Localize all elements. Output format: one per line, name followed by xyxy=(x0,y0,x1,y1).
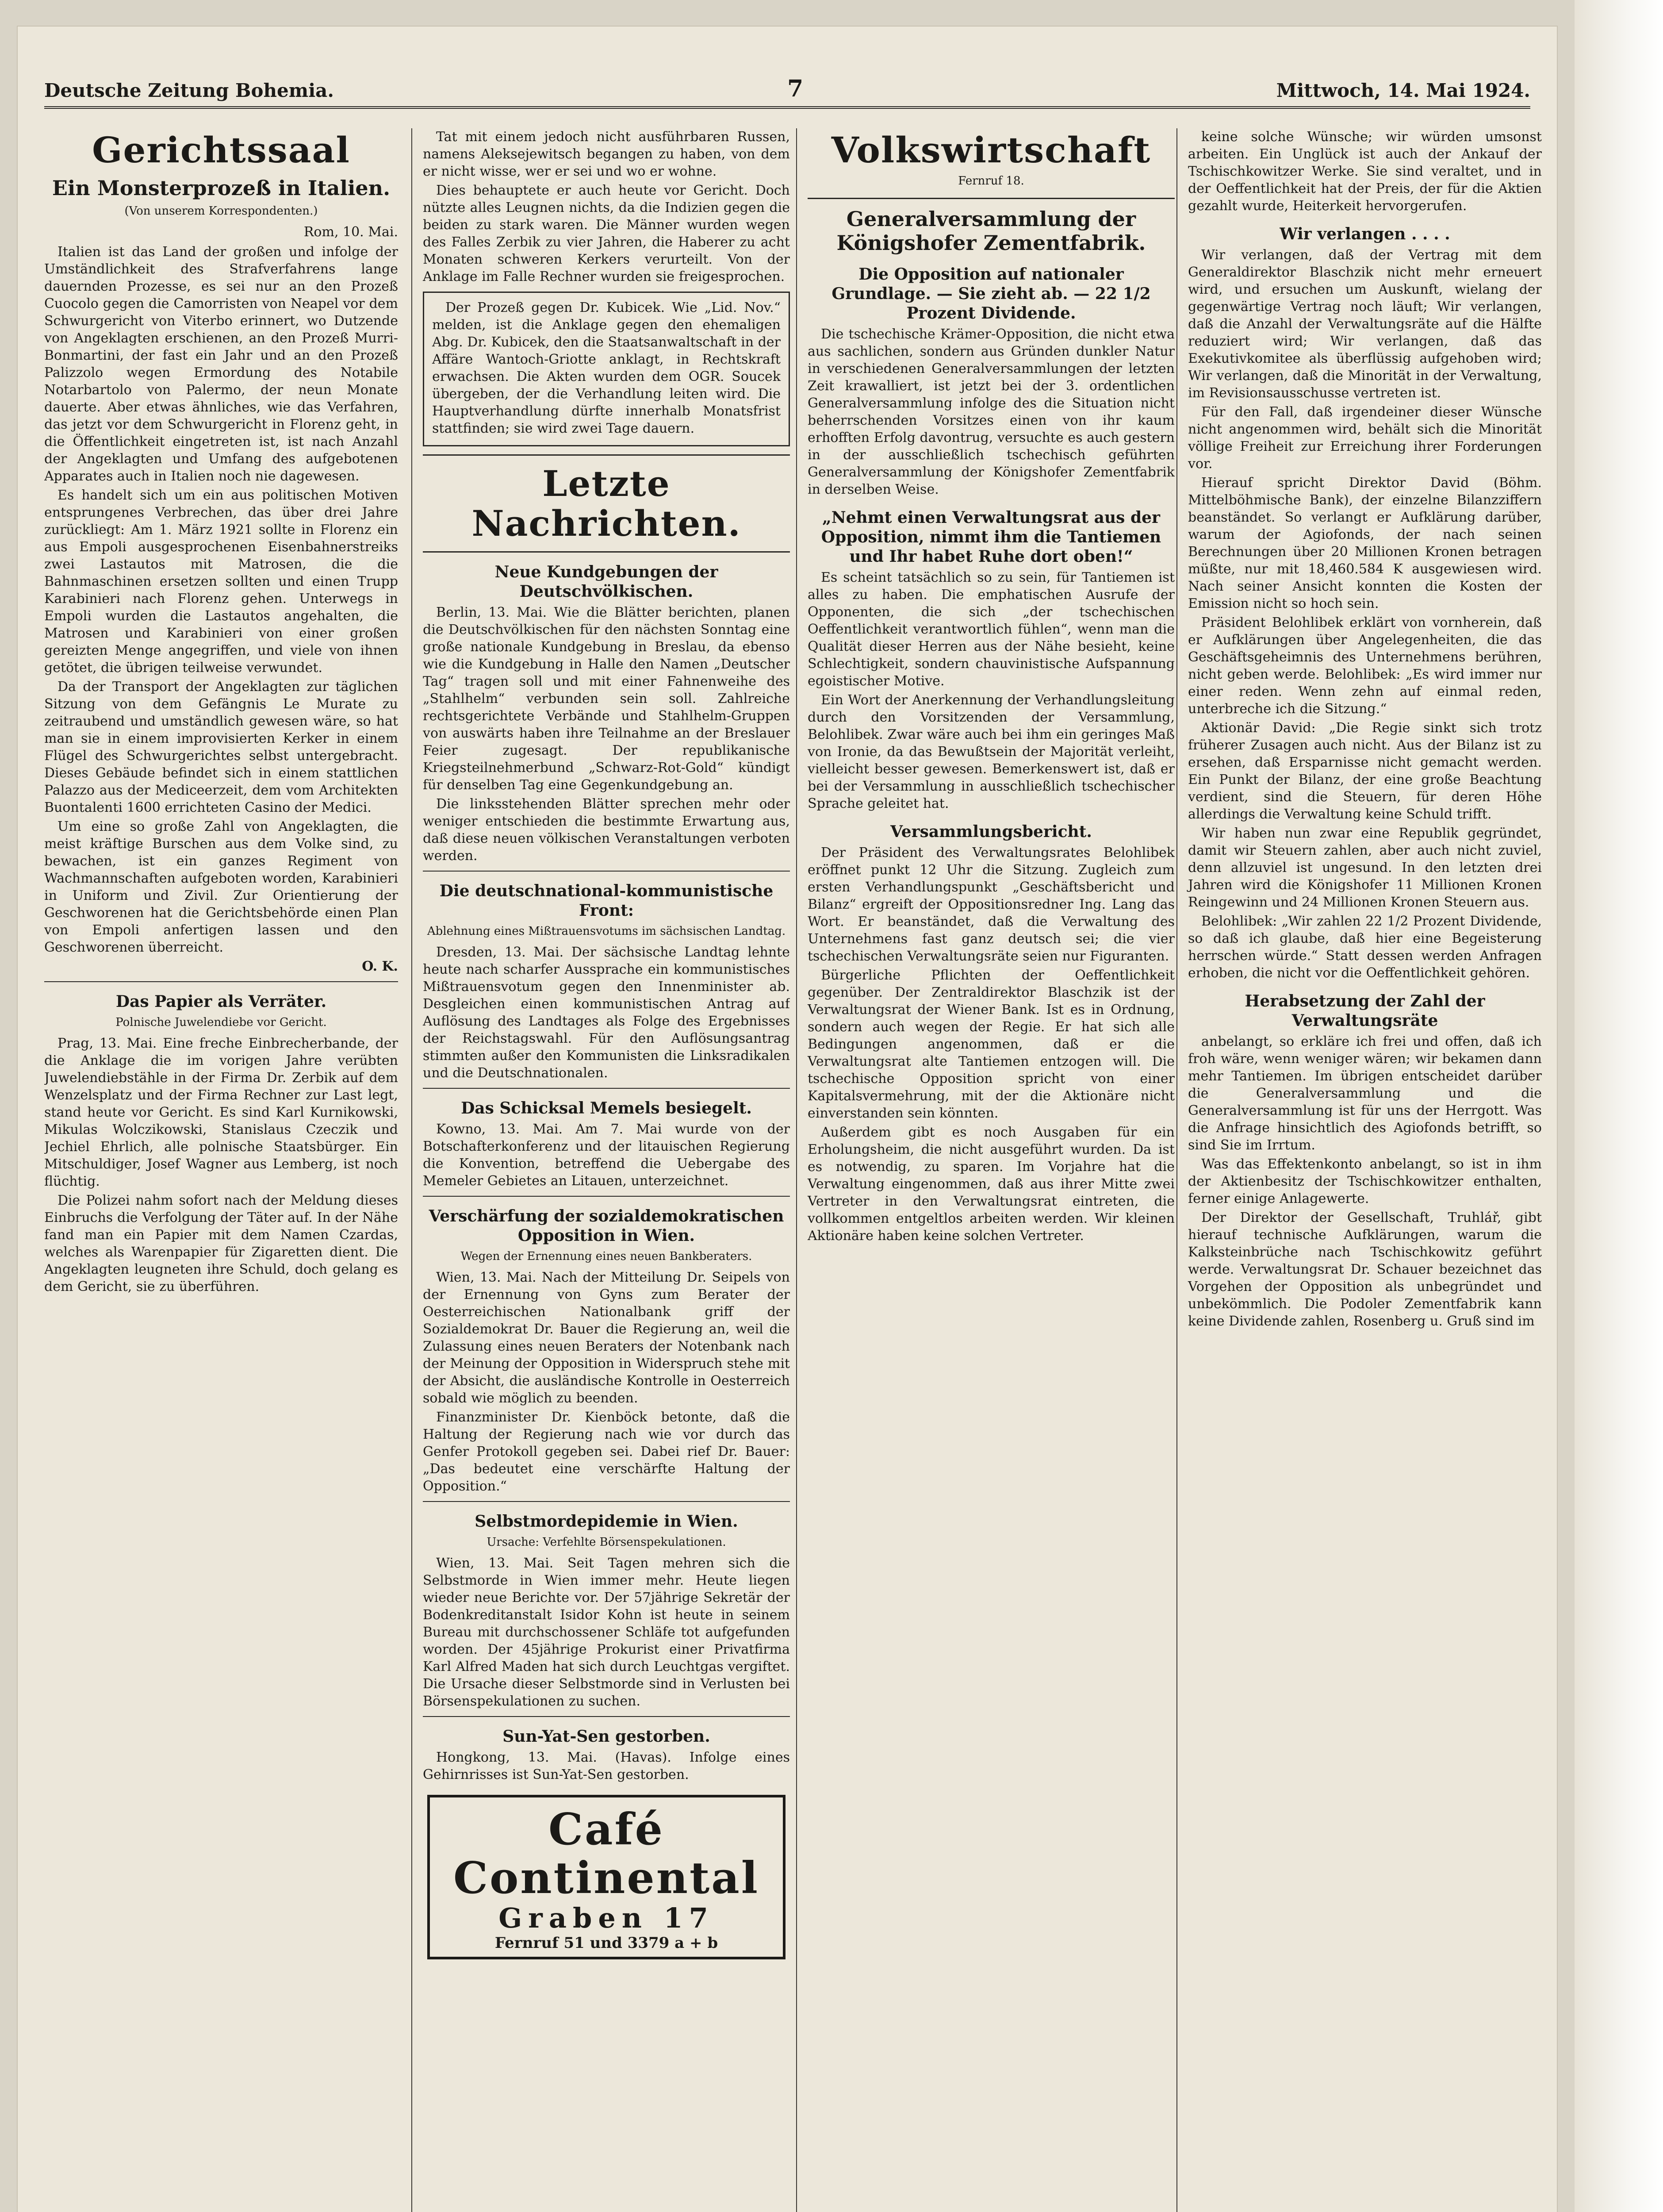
subheadline: Ablehnung eines Mißtrauensvotums im sächsischen Landtag. xyxy=(427,925,786,938)
paragraph: Hierauf spricht Direktor David (Böhm. Mittelböhmische Bank), der einzelne Bilanzziffern beanständet. So verlangt er Aufklärung darüber, warum der Agiofonds, der nach seinen Berechnungen über 20 Millionen Kronen betragen müßte, nur mit 18,460.584 K ausgewiesen wird. Nach seiner Ansicht konnten die Kosten der Emission nicht so hoch sein. xyxy=(1188,475,1542,611)
notice-kubicek xyxy=(423,292,790,446)
paragraph: Die linksstehenden Blätter sprechen mehr oder weniger entschieden die bestimmte Erwartung aus, daß diese neuen völkischen Veranstaltungen verboten werden. xyxy=(423,796,790,864)
divider xyxy=(808,198,1175,199)
paragraph: Dresden, 13. Mai. Der sächsische Landtag lehnte heute nach scharfer Aussprache ein kommunistisches Mißtrauensvotum gegen den Innenminister ab. Desgleichen einen kommunistischen Antrag auf Auflösung des Landtages als Folge des Ergebnisses der Reichstagswahl. Für den Auflösungsantrag stimmten außer den Kommunisten die Linksradikalen und die Deutschnationalen. xyxy=(423,945,790,1081)
paragraph: Belohlibek: „Wir zahlen 22 1/2 Prozent Dividende, so daß ich glaube, daß hier eine Begeisterung herrschen würde.“ Statt dessen werden Anfragen erhoben, die nicht vor die Oeffentlichkeit gehören. xyxy=(1188,914,1542,981)
author-signature: O. K. xyxy=(362,959,398,974)
paragraph: Italien ist das Land der großen und infolge der Umständlichkeit des Strafverfahrens lange dauernden Prozesse, es sei nur an den Prozeß Cuocolo gegen die Camorristen von Neapel vor dem Schwurgericht von Viterbo erinnert, wo Dutzende von Angeklagten erschienen, an den Prozeß Murri-Bonmartini, der fast ein Jahr und an den Prozeß Palizzolo wegen Ermordung des Notabile Notarbartolo von Palermo, der neun Monate dauerte. Aber etwas ähnliches, wie das Verfahren, das jetzt vor dem Schwurgericht in Florenz geht, in die Öffentlichkeit eingetreten ist, ist nach Anzahl der Angeklagten und Umfang des aufgebotenen Apparates auch in Italien noch nie dagewesen. xyxy=(44,244,398,484)
paragraph: Wir haben nun zwar eine Republik gegründet, damit wir Steuern zahlen, aber auch nicht zuviel, denn allzuviel ist ungesund. In den letzten drei Jahren wird die Königshofer 11 Millionen Kronen Reingewinn und 24 Millionen Kronen Steuern aus. xyxy=(1188,826,1542,910)
paragraph: keine solche Wünsche; wir würden umsonst arbeiten. Ein Unglück ist auch der Ankauf der Tschischkowitzer Werke. Sie sind veraltet, und in der Oeffentlichkeit hat der Preis, der für die Aktien gezahlt wurde, Heiterkeit hervorgerufen. xyxy=(1188,129,1542,214)
newspaper-page xyxy=(18,27,1557,2212)
divider xyxy=(44,981,398,982)
column-2 xyxy=(411,128,790,2212)
column-4 xyxy=(1176,128,1542,2212)
paragraph: Finanzminister Dr. Kienböck betonte, daß die Haltung der Regierung nach wie vor durch das Genfer Protokoll gegeben sei. Dabei rief Dr. Bauer: „Das bedeutet eine verschärfte Haltung der Opposition.“ xyxy=(423,1409,790,1494)
article-headline-selbstmord: Selbstmordepidemie in Wien. xyxy=(475,1512,738,1531)
paragraph: Es handelt sich um ein aus politischen Motiven entsprungenes Verbrechen, das über drei Jahre zurückliegt: Am 1. März 1921 sollte in Florenz ein aus Empoli ausgesprochenen Eisenbahnerstreiks zwei Lastautos mit Matrosen, die die Bahnmaschinen ersetzen sollten und einen Trupp Karabinieri nach Florenz gehen. Unterwegs in Empoli wurden die Lastautos angehalten, die Matrosen und Karabinieri von einer großen gereizten Menge angegriffen, und viele von ihnen getötet, die übrigen teilweise verwundet. xyxy=(44,488,398,676)
paragraph: Hongkong, 13. Mai. (Havas). Infolge eines Gehirnrisses ist Sun-Yat-Sen gestorben. xyxy=(423,1750,790,1782)
pull-quote: „Nehmt einen Verwaltungsrat aus der Opposition, nimmt ihm die Tantiemen und Ihr habet Ruhe dort oben!“ xyxy=(821,508,1161,566)
paragraph: Bürgerliche Pflichten der Oeffentlichkeit gegenüber. Der Zentraldirektor Blaschzik ist der Verwaltungsrat der Wiener Bank. Ist es in Ordnung, sondern auch wegen der Regie. Er hat sich alle Bedingungen angenommen, daß er die Verwaltungsrat alte Tantiemen entzogen will. Die tschechische Opposition spricht von einer Kapitalsvermehrung, mit der die Aktionäre nicht einverstanden sein könnten. xyxy=(808,968,1175,1121)
divider xyxy=(423,1088,790,1089)
divider xyxy=(423,551,790,553)
paragraph: Wir verlangen, daß der Vertrag mit dem Generaldirektor Blaschzik nicht mehr erneuert wird, und ersuchen um Auskunft, wielang der gegenwärtige Vertrag noch läuft; Wir verlangen, daß die Anzahl der Verwaltungsräte auf die Hälfte reduziert wird; Wir verlangen, daß das Exekutivkomitee als überflüssig aufgehoben wird; Wir verlangen, daß die Minorität in der Verwaltung, im Revisionsausschusse vertreten ist. xyxy=(1188,247,1542,401)
paragraph: Wien, 13. Mai. Seit Tagen mehren sich die Selbstmorde in Wien immer mehr. Heute liegen wieder neue Berichte vor. Der 57jährige Sekretär der Bodenkreditanstalt Isidor Kohn ist heute in seinem Bureau mit durchschossener Schläfe tot aufgefunden worden. Der 45jährige Prokurist einer Privatfirma Karl Alfred Maden hat sich durch Leuchtgas vergiftet. Die Ursache dieser Selbstmorde sind in Verlusten bei Börsenspekulationen zu suchen. xyxy=(423,1555,790,1709)
ad-phone: Fernruf 51 und 3379 a + b xyxy=(494,1934,718,1952)
section-phone: Fernruf 18. xyxy=(958,174,1024,188)
paragraph: Prag, 13. Mai. Eine freche Einbrecherbande, der die Anklage die im vorigen Jahre verübten Juwelendiebstähle in der Firma Dr. Zerbik auf dem Wenzelsplatz und der Firma Rechner zur Last legt, stand heute vor Gericht. Es sind Karl Kurnikowski, Mikulas Wolczikowski, Stanislaus Czeczik und Jechiel Ehrlich, alle polnische Staatsbürger. Ein Mitschuldiger, Josef Wagner aus Lemberg, ist noch flüchtig. xyxy=(44,1036,398,1189)
paragraph: Aktionär David: „Die Regie sinkt sich trotz früherer Zusagen auch nicht. Aus der Bilanz ist zu ersehen, daß Ersparnisse nicht gemacht werden. Ein Punkt der Bilanz, der eine große Beachtung verdient, sind die Steuern, für deren Höhe allerdings die Verwaltung keine Schuld trifft. xyxy=(1188,720,1542,822)
page-number: 7 xyxy=(787,75,804,102)
article-headline-generalversammlung: Generalversammlung der Königshofer Zementfabrik. xyxy=(836,207,1146,255)
subheadline: Polnische Juwelendiebe vor Gericht. xyxy=(115,1016,327,1029)
paragraph: Ein Wort der Anerkennung der Verhandlungsleitung durch den Vorsitzenden der Versammlung, Belohlibek. Zwar wäre auch bei ihm ein geringes Maß von Ironie, da das Bewußtsein der Majorität verleiht, vielleicht besser gewesen. Bemerkenswert ist, daß er bei der Versammlung in ausschließlich tschechischer Sprache geleitet hat. xyxy=(808,692,1175,811)
divider xyxy=(423,871,790,872)
subheadline: Wegen der Ernennung eines neuen Bankberaters. xyxy=(460,1250,752,1263)
paragraph: Es scheint tatsächlich so zu sein, für Tantiemen ist alles zu haben. Die emphatischen Ausrufe der Opponenten, die sich „der tschechischen Oeffentlichkeit verantwortlich fühlen“, wenn man die Qualität dieser Herren aus der Nähe besieht, keine Schlechtigkeit, sondern chauvinistische Aufspannung egoistischer Motive. xyxy=(808,570,1175,689)
article-headline-front: Die deutschnational-kommunistische Front: xyxy=(439,882,774,920)
paragraph: Dies behauptete er auch heute vor Gericht. Doch nützte alles Leugnen nichts, da die Indizien gegen die beiden zu stark waren. Die Männer wurden wegen des Falles Zerbik zu vier Jahren, die Haberer zu acht Monaten schweren Kerkers verurteilt. Von der Anklage im Falle Rechner wurden sie freigesprochen. xyxy=(423,183,790,284)
paragraph: Da der Transport der Angeklagten zur täglichen Sitzung von dem Gefängnis Le Murate zu zeitraubend und umständlich gewesen wäre, so hat man sie in einem improvisierten Kerker in einem Flügel des Schwurgerichtes selbst untergebracht. Dieses Gebäude befindet sich in einem stattlichen Palazzo aus der Mediceerzeit, dem vom Architekten Buontalenti 1600 errichteten Casino der Medici. xyxy=(44,679,398,815)
byline: (Von unserem Korrespondenten.) xyxy=(124,204,318,218)
subhead-wir-verlangen: Wir verlangen . . . . xyxy=(1280,225,1450,243)
subheadline: Ursache: Verfehlte Börsenspekulationen. xyxy=(487,1536,726,1549)
article-headline-kundgebungen: Neue Kundgebungen der Deutschvölkischen. xyxy=(494,563,718,601)
advertisement-cafe-continental xyxy=(427,1795,786,1959)
article-headline-opposition: Verschärfung der sozialdemokratischen Opposition in Wien. xyxy=(429,1207,784,1245)
column-3 xyxy=(796,128,1175,2212)
article-headline-verraeter: Das Papier als Verräter. xyxy=(115,992,327,1011)
subhead-versammlungsbericht: Versammlungsbericht. xyxy=(890,822,1092,841)
page-header xyxy=(44,66,1530,109)
paragraph: Die tschechische Krämer-Opposition, die nicht etwa aus sachlichen, sondern aus Gründen dunkler Natur in verschiedenen Generalversammlungen der letzten Zeit krawalliert, ist jetzt bei der 3. ordentlichen Generalversammlung infolge des die Situation nicht beherrschenden Vorsitzes einen von ihr kaum erhofften Erfolg davontrug, versuchte es auch gestern in der ausschließlich tschechisch geführten Generalversammlung der Königshofer Zementfabrik in derselben Weise. xyxy=(808,326,1175,497)
paragraph: Außerdem gibt es noch Ausgaben für ein Erholungsheim, die nicht ausgeführt wurden. Da ist es notwendig, zu sparen. Im Vorjahre hat die Verwaltung eingenommen, daß aus ihrer Mitte zwei Vertreter in den Verwaltungsrat eintreten, die vollkommen entgeltlos arbeiten werden. Wir kleinen Aktionäre haben keine solchen Vertreter. xyxy=(808,1125,1175,1244)
paragraph: Präsident Belohlibek erklärt von vornherein, daß er Aufklärungen über Angelegenheiten, die das Geschäftsgeheimnis des Unternehmens berühren, nicht geben werde. Belohlibek: „Es wird immer nur einer reden. Wenn zehn auf einmal reden, unterbreche ich die Sitzung.“ xyxy=(1188,615,1542,717)
paragraph: Wien, 13. Mai. Nach der Mitteilung Dr. Seipels von der Ernennung von Gyns zum Berater der Oesterreichischen Nationalbank griff der Sozialdemokrat Dr. Bauer die Regierung an, weil die Zulassung eines neuen Beraters der Notenbank nach der Meinung der Opposition in Widerspruch stehe mit der Absicht, die ausländische Kontrolle in Oesterreich sobald wie möglich zu beenden. xyxy=(423,1270,790,1406)
right-page-edge xyxy=(1575,0,1663,2212)
section-title-volkswirtschaft: Volkswirtschaft xyxy=(831,129,1151,171)
paragraph: Der Direktor der Gesellschaft, Truhlář, gibt hierauf technische Aufklärungen, warum die Kalksteinbrüche nach Tschischkowitz geführt werde. Verwaltungsrat Dr. Schauer bezeichnet das Vorgehen der Opposition als unbegründet und unbekömmlich. Die Podoler Zementfabrik kann keine Dividende zahlen, Rosenberg u. Gruß sind im xyxy=(1188,1210,1542,1329)
column-1 xyxy=(44,128,398,2212)
article-headline-sun-yat-sen: Sun-Yat-Sen gestorben. xyxy=(502,1727,710,1746)
article-headline-monsterprozess: Ein Monsterprozeß in Italien. xyxy=(52,176,391,200)
issue-date: Mittwoch, 14. Mai 1924. xyxy=(1276,80,1530,101)
paragraph: Was das Effektenkonto anbelangt, so ist in ihm der Aktienbesitz der Tschischkowitzer enthalten, ferner einige Anlagewerte. xyxy=(1188,1156,1542,1206)
divider xyxy=(423,1196,790,1197)
paragraph: Für den Fall, daß irgendeiner dieser Wünsche nicht angenommen wird, behält sich die Minorität völlige Freiheit zur Erreichung ihrer Forderungen vor. xyxy=(1188,404,1542,472)
divider xyxy=(423,1716,790,1717)
ad-street: Graben 17 xyxy=(498,1902,714,1934)
paragraph: anbelangt, so erkläre ich frei und offen, daß ich froh wäre, wenn weniger wären; wir bekamen dann mehr Tantiemen. Im übrigen entscheidet darüber die Generalversammlung und die Generalversammlung ist für uns der Herrgott. Was die Anfrage hinsichtlich des Agiofonds betrifft, so sind Sie im Irrtum. xyxy=(1188,1034,1542,1153)
section-title-letzte-nachrichten: Letzte Nachrichten. xyxy=(471,463,741,544)
paragraph: Die Polizei nahm sofort nach der Meldung dieses Einbruchs die Verfolgung der Täter auf. In der Nähe fand man ein Papier mit dem Namen Czardas, welches als Warenpapier für Zigaretten dient. Die Angeklagten leugneten ihre Schuld, doch gelang es dem Gericht, sie zu überführen. xyxy=(44,1193,398,1294)
paragraph: Der Prozeß gegen Dr. Kubicek. Wie „Lid. Nov.“ melden, ist die Anklage gegen den ehemaligen Abg. Dr. Kubicek, den die Staatsanwaltschaft in der Affäre Wantoch-Griotte anklagt, in Rechtskraft erwachsen. Die Akten wurden dem OGR. Soucek übergeben, der die Verhandlung leiten wird. Die Hauptverhandlung dürfte innerhalb Monatsfrist stattfinden; sie wird zwei Tage dauern. xyxy=(432,300,781,436)
section-title-gerichtssaal: Gerichtssaal xyxy=(92,129,350,171)
paragraph: Der Präsident des Verwaltungsrates Belohlibek eröffnet punkt 12 Uhr die Sitzung. Zugleich zum ersten Verhandlungspunkt „Geschäftsbericht und Bilanz“ ergreift der Oppositionsredner Ing. Lang das Wort. Er beanständet, daß die Verwaltung des Unternehmens fast ganz deutsch sei; die vier tschechischen Verwaltungsräte seien nur Figuranten. xyxy=(808,845,1175,964)
article-headline-memel: Das Schicksal Memels besiegelt. xyxy=(461,1099,752,1118)
divider xyxy=(423,1501,790,1502)
ad-title: Café Continental xyxy=(453,1804,759,1904)
paragraph: Tat mit einem jedoch nicht ausführbaren Russen, namens Aleksejewitsch begangen zu haben, von dem er nicht wisse, wer er sei und wo er wohne. xyxy=(423,129,790,179)
article-subheadline: Die Opposition auf nationaler Grundlage. — Sie zieht ab. — 22 1/2 Prozent Dividende. xyxy=(832,265,1151,323)
paragraph: Berlin, 13. Mai. Wie die Blätter berichten, planen die Deutschvölkischen für den nächsten Sonntag eine große nationale Kundgebung in Breslau, da ebenso wie die Kundgebung in Halle den Namen „Deutscher Tag“ tragen soll und mit einer Fahnenweihe des „Stahlhelm“ verbunden sein soll. Zahlreiche rechtsgerichtete Verbände und Stahlhelm-Gruppen von auswärts haben ihre Teilnahme an der Breslauer Feier zugesagt. Der republikanische Kriegsteilnehmerbund „Schwarz-Rot-Gold“ kündigt für denselben Tag eine Gegenkundgebung an. xyxy=(423,605,790,793)
paper-name: Deutsche Zeitung Bohemia. xyxy=(44,80,334,101)
dateline: Rom, 10. Mai. xyxy=(303,224,398,240)
divider xyxy=(423,454,790,456)
paragraph: Um eine so große Zahl von Angeklagten, die meist kräftige Burschen aus dem Volke sind, zu bewachen, ist ein ganzes Regiment von Wachmannschaften aufgeboten worden, Karabinieri in Uniform und Zivil. Zur Orientierung der Geschworenen hat die Gerichtsbehörde einen Plan von Empoli anfertigen lassen und den Geschworenen überreicht. xyxy=(44,819,398,955)
paragraph: Kowno, 13. Mai. Am 7. Mai wurde von der Botschafterkonferenz und der litauischen Regierung die Konvention, betreffend die Uebergabe des Memeler Gebietes an Litauen, unterzeichnet. xyxy=(423,1121,790,1189)
subhead-herabsetzung: Herabsetzung der Zahl der Verwaltungsräte xyxy=(1245,992,1485,1030)
